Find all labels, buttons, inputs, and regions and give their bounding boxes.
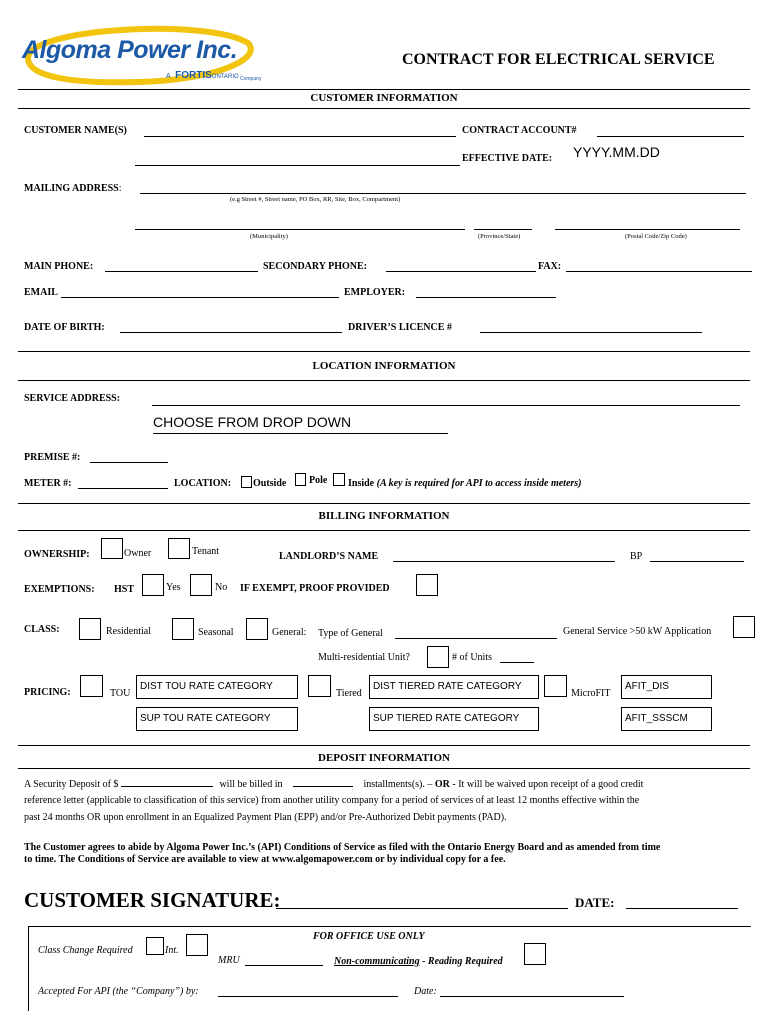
logo-subtitle [166, 65, 239, 83]
billing-info-heading: BILLING INFORMATION [318, 510, 450, 522]
tenant-label: Tenant [192, 546, 220, 557]
mailing-address-text: MAILING ADDRESS [24, 183, 119, 194]
class-change-label: Class Change Required [38, 945, 133, 956]
effective-date-label: EFFECTIVE DATE: [462, 153, 553, 164]
divider [18, 530, 750, 531]
mailing-address-label [24, 183, 122, 194]
ownership-label: OWNERSHIP: [24, 549, 90, 560]
tiered-checkbox[interactable] [308, 675, 331, 697]
deposit-dash: – [427, 779, 433, 790]
office-date-label: Date: [414, 986, 437, 997]
deposit-amount-field[interactable] [121, 776, 213, 787]
company-logo [18, 18, 268, 90]
dob-field[interactable] [120, 332, 342, 333]
mailing-address-colon: : [118, 183, 122, 194]
class-change-checkbox[interactable] [146, 937, 164, 955]
customer-info-heading: CUSTOMER INFORMATION [310, 92, 458, 104]
main-phone-field[interactable] [105, 271, 258, 272]
multi-residential-label: Multi-residential Unit? [318, 652, 410, 663]
type-general-label: Type of General [318, 628, 383, 639]
customer-signature-field[interactable] [276, 908, 568, 909]
noncomm-checkbox[interactable] [524, 943, 546, 965]
street-hint: (e.g Street #, Street name, PO Box, RR, Site, Box, Compartment) [230, 196, 401, 203]
service-address-field[interactable] [152, 405, 740, 406]
meter-label: METER #: [24, 478, 72, 489]
general-large-checkbox[interactable] [733, 616, 755, 638]
deposit-line-2: reference letter (applicable to classification of this service) from another utility company for a period of services of at least 12 months effective within the [24, 795, 640, 806]
logo-sub-a: A [166, 73, 171, 80]
deposit-text-e: - It will be waived upon receipt of a good credit [452, 779, 644, 790]
noncomm-label [334, 956, 503, 967]
fax-label: FAX: [538, 261, 562, 272]
main-phone-label: MAIN PHONE: [24, 261, 94, 272]
agreement-line-2: to time. The Conditions of Service are available to view at www.algomapower.com or by individual copy for a fee. [24, 854, 506, 865]
no-label: No [215, 582, 228, 593]
afit-sss-select[interactable]: AFIT_SSSCM [621, 707, 712, 731]
tou-label: TOU [110, 688, 131, 699]
bp-label: BP [630, 551, 643, 562]
hst-label: HST [114, 584, 135, 595]
mailing-street-field[interactable] [140, 193, 746, 194]
outside-checkbox[interactable] [241, 476, 252, 488]
seasonal-label: Seasonal [198, 627, 234, 638]
employer-field[interactable] [416, 297, 556, 298]
postal-field[interactable] [555, 229, 740, 230]
logo-sub-d: Company [240, 76, 262, 82]
divider [18, 768, 750, 769]
secondary-phone-label: SECONDARY PHONE: [263, 261, 368, 272]
sup-tiered-rate-select[interactable]: SUP TIERED RATE CATEGORY [369, 707, 539, 731]
province-field[interactable] [474, 229, 532, 230]
office-date-field[interactable] [440, 996, 624, 997]
dob-label: DATE OF BIRTH: [24, 322, 105, 333]
deposit-or: OR [434, 779, 450, 790]
divider [18, 503, 750, 504]
email-field[interactable] [61, 297, 339, 298]
pole-label: Pole [309, 475, 328, 486]
reading-required-text: - Reading Required [422, 956, 503, 967]
exempt-proof-label: IF EXEMPT, PROOF PROVIDED [240, 583, 390, 594]
premise-field[interactable] [90, 462, 168, 463]
residential-checkbox[interactable] [79, 618, 101, 640]
multi-residential-checkbox[interactable] [427, 646, 449, 668]
licence-field[interactable] [480, 332, 702, 333]
exemptions-label: EXEMPTIONS: [24, 584, 95, 595]
general-large-label: General Service >50 kW Application [563, 626, 712, 637]
inside-text: Inside [348, 478, 375, 489]
tenant-checkbox[interactable] [168, 538, 190, 559]
province-hint: (Province/State) [478, 233, 521, 240]
location-info-heading: LOCATION INFORMATION [312, 360, 456, 372]
hst-no-checkbox[interactable] [190, 574, 212, 596]
accepted-by-field[interactable] [218, 996, 398, 997]
pole-checkbox[interactable] [295, 473, 306, 486]
licence-label: DRIVER’S LICENCE # [348, 322, 452, 333]
units-label: # of Units [452, 652, 492, 663]
tiered-label: Tiered [336, 688, 362, 699]
email-label: EMAIL [24, 287, 58, 298]
afit-dis-select[interactable]: AFIT_DIS [621, 675, 712, 699]
inside-label [348, 478, 582, 489]
deposit-text-c: installments(s). [363, 779, 425, 790]
customer-name-field-2[interactable] [135, 165, 460, 166]
office-use-heading: FOR OFFICE USE ONLY [313, 931, 425, 942]
landlord-field[interactable] [393, 561, 615, 562]
agreement-line-1: The Customer agrees to abide by Algoma Power Inc.’s (API) Conditions of Service as filed with the Ontario Energy Board and as amended from time [24, 842, 661, 853]
signature-date-label: DATE: [575, 895, 615, 910]
contract-account-label: CONTRACT ACCOUNT# [462, 125, 577, 136]
premise-label: PREMISE #: [24, 452, 81, 463]
tou-checkbox[interactable] [80, 675, 103, 697]
location-label: LOCATION: [174, 478, 232, 489]
divider [18, 89, 750, 90]
general-checkbox[interactable] [246, 618, 268, 640]
seasonal-checkbox[interactable] [172, 618, 194, 640]
sup-tou-rate-select[interactable]: SUP TOU RATE CATEGORY [136, 707, 298, 731]
outside-label: Outside [253, 478, 287, 489]
type-general-field[interactable] [395, 638, 557, 639]
deposit-line-3: past 24 months OR upon enrollment in an Equalized Payment Plan (EPP) and/or Pre-Authorized Debit payments (PAD). [24, 812, 507, 823]
municipality-hint: (Municipality) [250, 233, 288, 240]
divider [18, 380, 750, 381]
microfit-checkbox[interactable] [544, 675, 567, 697]
landlord-label: LANDLORD’S NAME [279, 551, 379, 562]
meter-field[interactable] [78, 488, 168, 489]
customer-name-field[interactable] [144, 136, 456, 137]
dist-tiered-rate-select[interactable]: DIST TIERED RATE CATEGORY [369, 675, 539, 699]
fax-field[interactable] [566, 271, 752, 272]
owner-checkbox[interactable] [101, 538, 123, 559]
mru-label: MRU [218, 955, 240, 966]
divider [18, 351, 750, 352]
logo-name: Algoma Power Inc. [22, 36, 238, 64]
effective-date-input[interactable]: YYYY.MM.DD [573, 144, 660, 160]
municipality-field[interactable] [135, 229, 465, 230]
service-address-label: SERVICE ADDRESS: [24, 393, 121, 404]
class-label: CLASS: [24, 624, 60, 635]
installments-field[interactable] [293, 776, 353, 787]
deposit-text-b: will be billed in [219, 779, 283, 790]
owner-label: Owner [124, 548, 152, 559]
general-label: General: [272, 627, 307, 638]
bp-field[interactable] [650, 561, 744, 562]
exempt-proof-checkbox[interactable] [416, 574, 438, 596]
postal-hint: (Postal Code/Zip Code) [625, 233, 687, 240]
deposit-text-a: A Security Deposit of $ [24, 779, 119, 790]
key-note: (A key is required for API to access inside meters) [376, 478, 582, 489]
contract-account-field[interactable] [597, 136, 744, 137]
noncomm-text: Non-communicating [334, 956, 420, 967]
hst-yes-checkbox[interactable] [142, 574, 164, 596]
mru-field[interactable] [245, 965, 323, 966]
signature-date-field[interactable] [626, 908, 738, 909]
residential-label: Residential [106, 626, 151, 637]
divider [18, 108, 750, 109]
deposit-line-1 [24, 776, 643, 790]
customer-signature-label: CUSTOMER SIGNATURE: [24, 888, 281, 912]
int-label: Int. [165, 945, 179, 956]
pricing-label: PRICING: [24, 687, 71, 698]
page-title: CONTRACT FOR ELECTRICAL SERVICE [402, 51, 715, 68]
customer-name-label: CUSTOMER NAME(S) [24, 125, 127, 136]
inside-checkbox[interactable] [333, 473, 345, 486]
microfit-label: MicroFIT [571, 688, 611, 699]
int-checkbox[interactable] [186, 934, 208, 956]
dropdown-underline [153, 433, 448, 434]
logo-sub-c: ONTARIO [211, 74, 239, 80]
divider [18, 745, 750, 746]
secondary-phone-field[interactable] [386, 271, 536, 272]
units-field[interactable] [500, 662, 534, 663]
dist-tou-rate-select[interactable]: DIST TOU RATE CATEGORY [136, 675, 298, 699]
logo-sub-b: FORTIS [175, 70, 212, 81]
employer-label: EMPLOYER: [344, 287, 406, 298]
service-address-dropdown[interactable]: CHOOSE FROM DROP DOWN [153, 414, 352, 430]
yes-label: Yes [166, 582, 181, 593]
deposit-info-heading: DEPOSIT INFORMATION [318, 752, 450, 764]
accepted-by-label: Accepted For API (the “Company”) by: [38, 986, 199, 997]
